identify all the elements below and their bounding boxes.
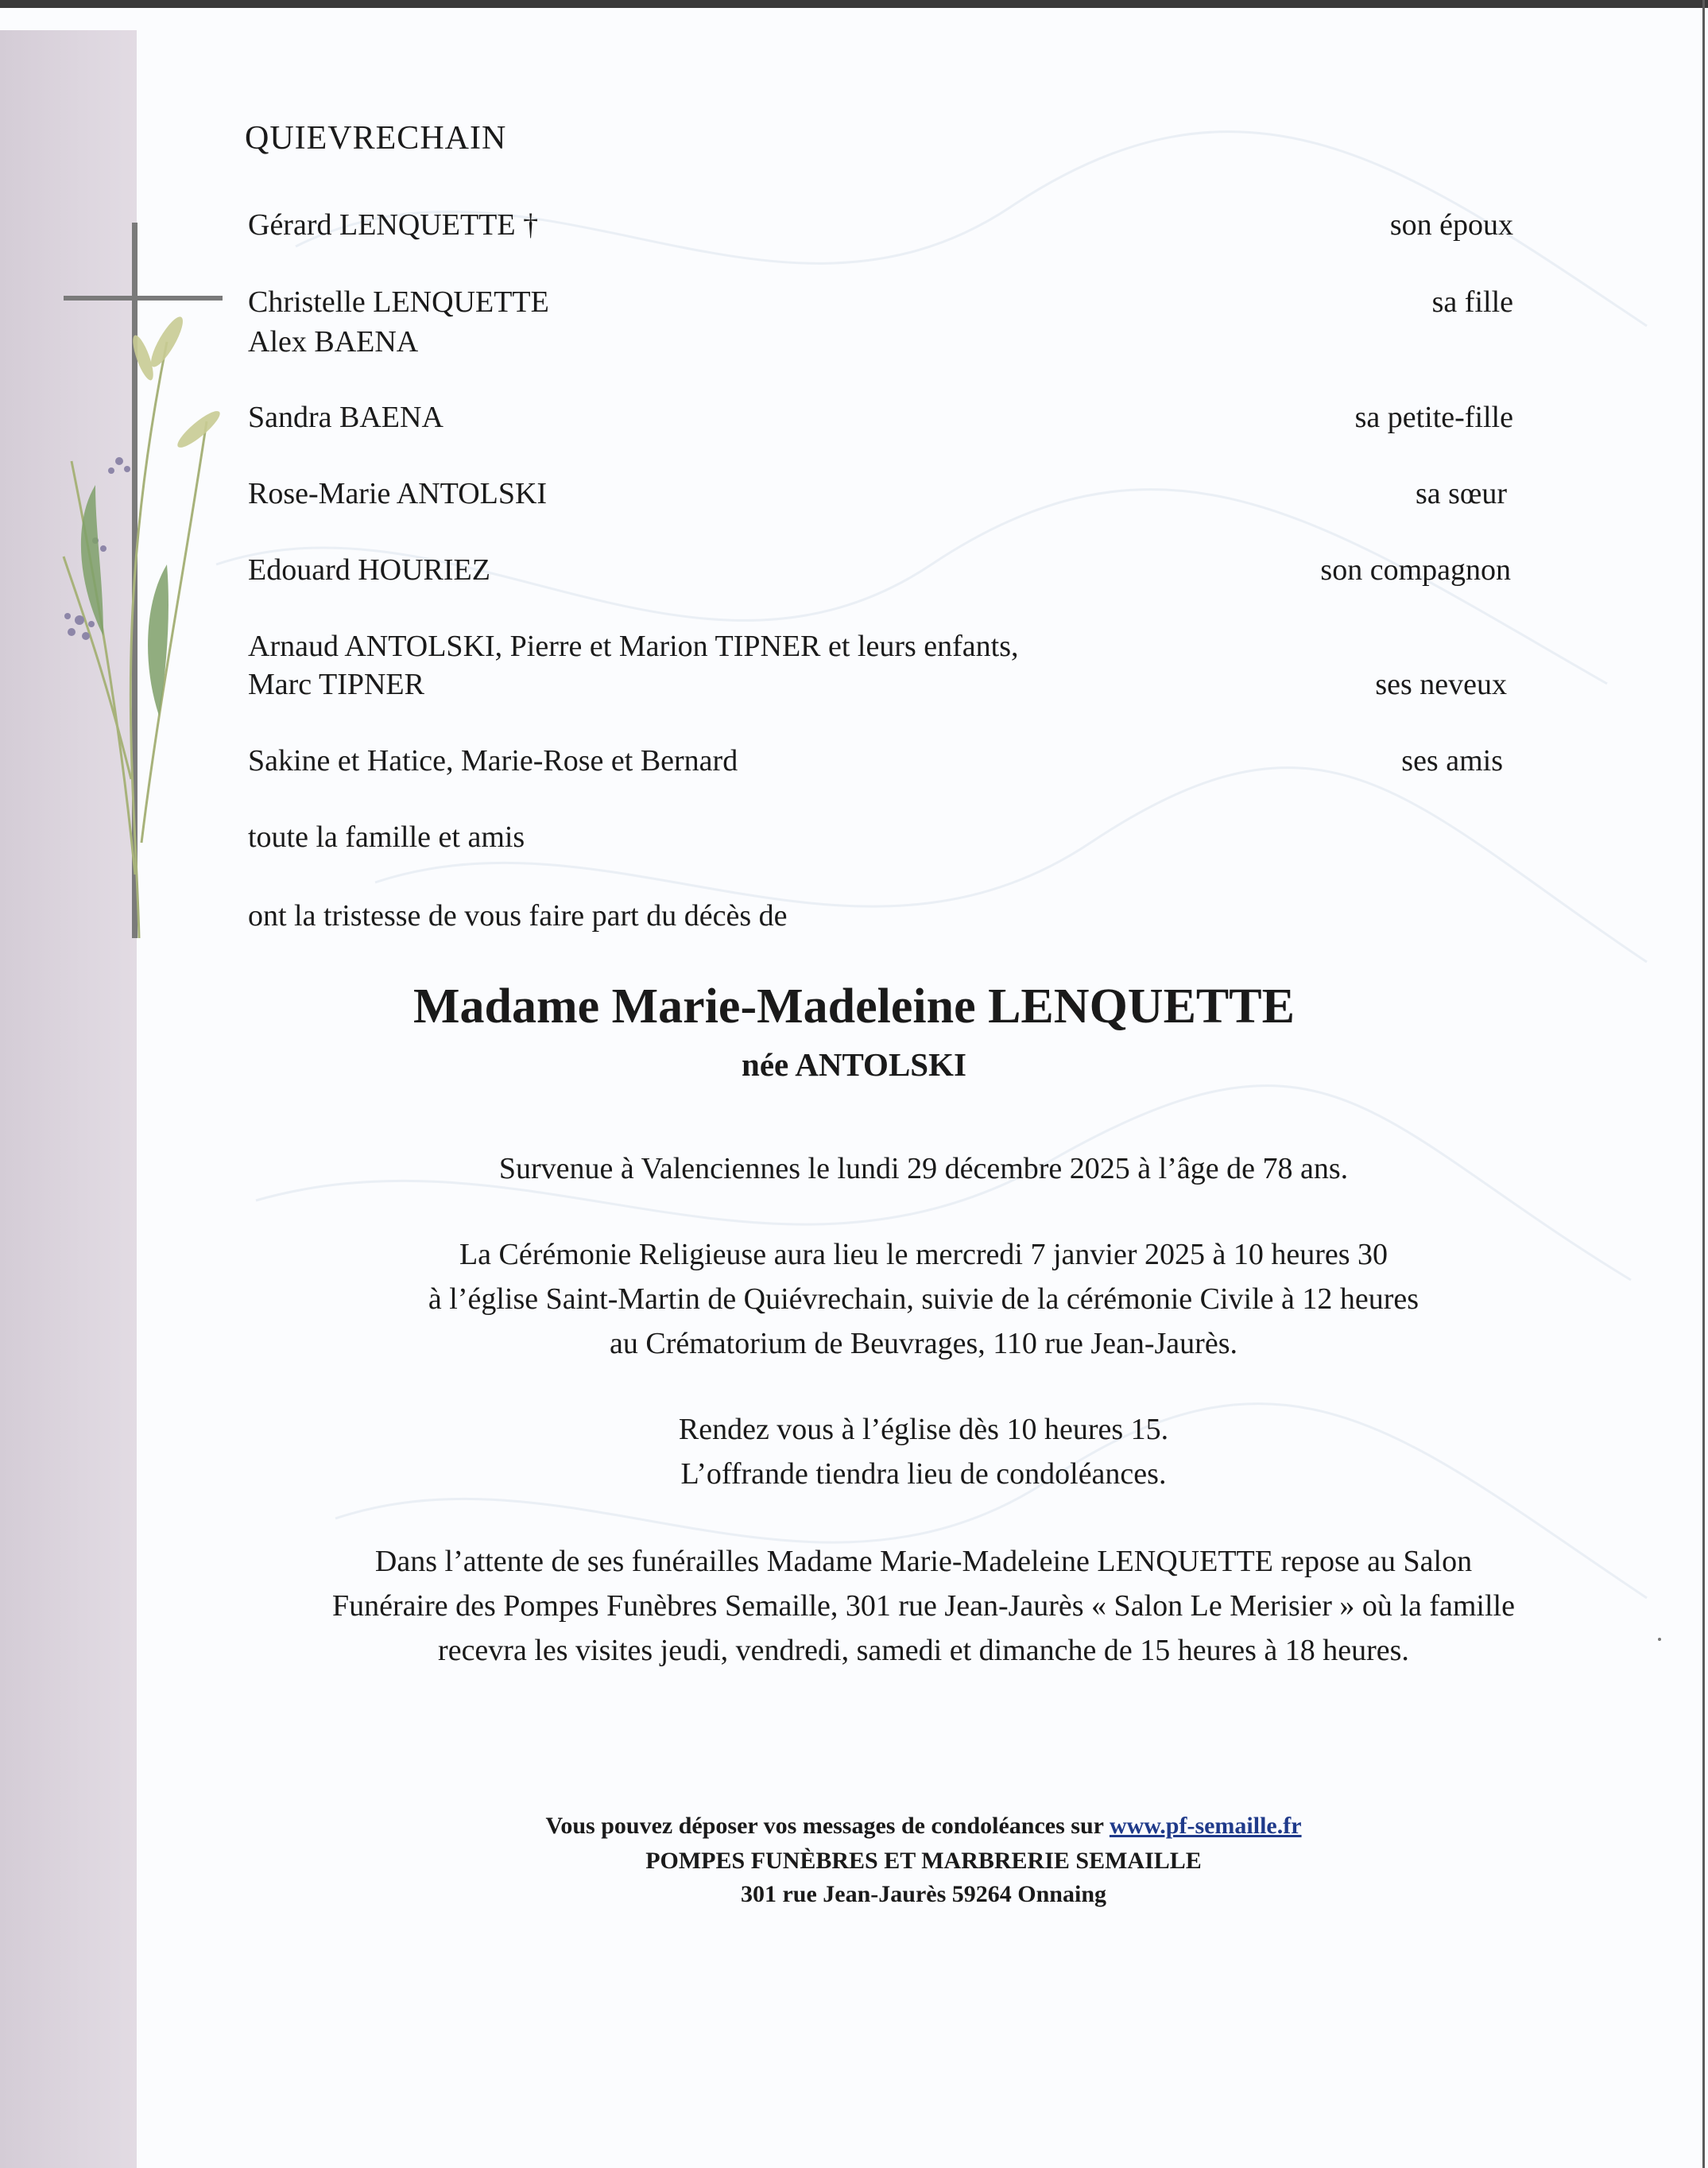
family-relation: sa sœur [1415,477,1507,510]
family-name: Christelle LENQUETTE [248,285,549,319]
family-name: Arnaud ANTOLSKI, Pierre et Marion TIPNER et leurs enfants, [248,630,1019,663]
condolence-message [137,1809,1708,1843]
website-link[interactable]: www.pf-semaille.fr [1109,1813,1302,1839]
family-name: Rose-Marie ANTOLSKI [248,477,548,510]
meeting-line: L’offrande tiendra lieu de condoléances. [680,1457,1167,1491]
company-name: POMPES FUNÈBRES ET MARBRERIE SEMAILLE [645,1848,1202,1874]
visitation-line: Dans l’attente de ses funérailles Madame Marie-Madeleine LENQUETTE repose au Salon [374,1545,1473,1578]
meeting-line: Rendez vous à l’église dès 10 heures 15. [678,1413,1169,1446]
ceremony-line: La Cérémonie Religieuse aura lieu le mercredi 7 janvier 2025 à 10 heures 30 [459,1238,1388,1271]
condolence-prefix: Vous pouvez déposer vos messages de condoléances sur [545,1813,1110,1839]
family-name: Sakine et Hatice, Marie-Rose et Bernard [248,744,738,778]
town-header: QUIEVRECHAIN [245,120,507,157]
maiden-name: née ANTOLSKI [742,1046,966,1083]
death-notice: Survenue à Valenciennes le lundi 29 décembre 2025 à l’âge de 78 ans. [498,1152,1349,1185]
scan-speck [1658,1638,1661,1641]
family-relation: sa petite-fille [1354,401,1513,434]
top-scan-edge [0,0,1708,8]
family-name: Marc TIPNER [248,668,424,701]
visitation-line: recevra les visites jeudi, vendredi, samedi et dimanche de 15 heures à 18 heures. [438,1634,1409,1667]
family-relation: ses amis [1401,744,1503,778]
family-name: Edouard HOURIEZ [248,553,490,587]
company-address: 301 rue Jean-Jaurès 59264 Onnaing [740,1881,1107,1907]
family-footer: toute la famille et amis [248,820,525,854]
family-name: Alex BAENA [248,325,419,359]
family-name: Gérard LENQUETTE † [248,208,539,242]
deceased-name: Madame Marie-Madeleine LENQUETTE [413,979,1295,1034]
cross-with-wheat-icon [48,223,223,946]
ceremony-line: au Crématorium de Beuvrages, 110 rue Jean-Jaurès. [610,1327,1237,1360]
ceremony-line: à l’église Saint-Martin de Quiévrechain, suivie de la cérémonie Civile à 12 heures [428,1282,1419,1316]
visitation-line: Funéraire des Pompes Funèbres Semaille, 301 rue Jean-Jaurès « Salon Le Merisier » où la famille [332,1589,1515,1623]
announcement: ont la tristesse de vous faire part du décès de [248,899,788,933]
family-relation: son compagnon [1320,553,1511,587]
family-name: Sandra BAENA [248,401,443,434]
family-relation: sa fille [1431,285,1513,319]
family-relation: son époux [1389,208,1513,242]
family-relation: ses neveux [1375,668,1507,701]
